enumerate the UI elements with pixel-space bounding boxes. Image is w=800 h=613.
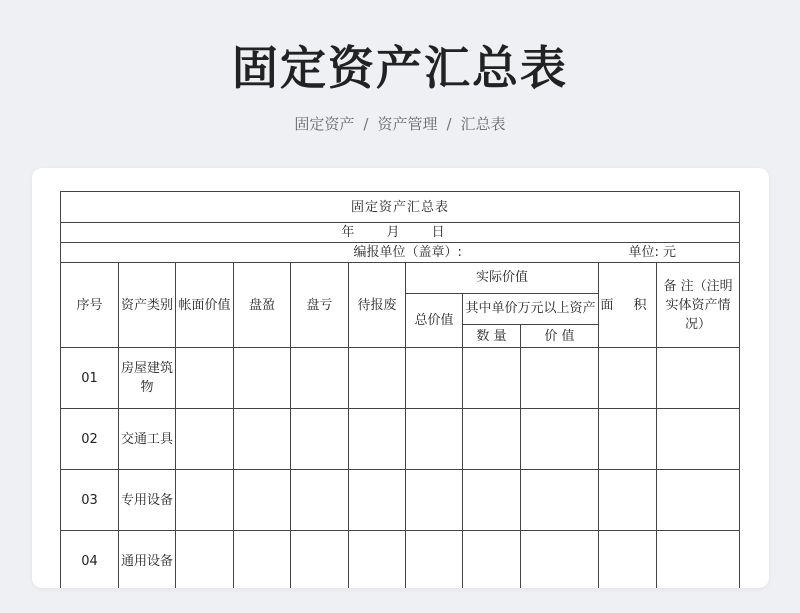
reporting-unit-label: 编报单位（盖章）: — [353, 245, 462, 260]
cell[interactable] — [349, 409, 406, 470]
cell[interactable] — [291, 409, 349, 470]
header-area: 面 积 — [599, 263, 657, 348]
header-surplus: 盘盈 — [234, 263, 291, 348]
cell[interactable] — [599, 470, 657, 531]
header-seq: 序号 — [61, 263, 119, 348]
cell[interactable] — [406, 531, 463, 589]
cell[interactable] — [234, 531, 291, 589]
cell[interactable] — [234, 348, 291, 409]
page-title: 固定资产汇总表 — [232, 41, 568, 95]
cell[interactable] — [599, 409, 657, 470]
header-remarks: 备 注（注明实体资产情况） — [657, 263, 740, 348]
row-category: 房屋建筑物 — [119, 348, 176, 409]
header-quantity: 数 量 — [463, 325, 521, 348]
cell[interactable] — [521, 470, 599, 531]
breadcrumb — [0, 113, 800, 135]
header-total-value: 总价值 — [406, 294, 463, 348]
header-loss: 盘亏 — [291, 263, 349, 348]
cell[interactable] — [657, 470, 740, 531]
cell[interactable] — [599, 531, 657, 589]
row-seq: 04 — [61, 531, 119, 589]
preview-card — [32, 168, 769, 588]
row-seq: 03 — [61, 470, 119, 531]
cell[interactable] — [234, 470, 291, 531]
breadcrumb-separator: / — [446, 115, 452, 133]
cell[interactable] — [176, 470, 234, 531]
header-value: 价 值 — [521, 325, 599, 348]
cell[interactable] — [291, 531, 349, 589]
cell[interactable] — [349, 531, 406, 589]
cell[interactable] — [349, 348, 406, 409]
cell[interactable] — [406, 348, 463, 409]
cell[interactable] — [291, 470, 349, 531]
breadcrumb-separator: / — [363, 115, 369, 133]
cell[interactable] — [521, 348, 599, 409]
asset-summary-sheet — [60, 191, 740, 588]
cell[interactable] — [657, 348, 740, 409]
cell[interactable] — [657, 409, 740, 470]
row-category: 交通工具 — [119, 409, 176, 470]
info-row — [61, 243, 740, 263]
cell[interactable] — [406, 409, 463, 470]
cell[interactable] — [657, 531, 740, 589]
currency-unit-label: 单位: 元 — [628, 245, 677, 260]
sheet-title: 固定资产汇总表 — [61, 192, 740, 223]
breadcrumb-item[interactable]: 汇总表 — [460, 115, 506, 133]
cell[interactable] — [463, 409, 521, 470]
header-pending-scrap: 待报废 — [349, 263, 406, 348]
breadcrumb-item[interactable]: 固定资产 — [294, 115, 355, 133]
cell[interactable] — [463, 348, 521, 409]
cell[interactable] — [176, 409, 234, 470]
header-actual-value: 实际价值 — [406, 263, 599, 294]
header-book-value: 帐面价值 — [176, 263, 234, 348]
row-seq: 02 — [61, 409, 119, 470]
cell[interactable] — [463, 470, 521, 531]
row-seq: 01 — [61, 348, 119, 409]
cell[interactable] — [176, 348, 234, 409]
row-category: 通用设备 — [119, 531, 176, 589]
cell[interactable] — [349, 470, 406, 531]
cell[interactable] — [291, 348, 349, 409]
cell[interactable] — [406, 470, 463, 531]
cell[interactable] — [521, 409, 599, 470]
row-category: 专用设备 — [119, 470, 176, 531]
cell[interactable] — [463, 531, 521, 589]
breadcrumb-item[interactable]: 资产管理 — [377, 115, 438, 133]
cell[interactable] — [599, 348, 657, 409]
header-above-10k: 其中单价万元以上资产 — [463, 294, 599, 325]
cell[interactable] — [176, 531, 234, 589]
cell[interactable] — [521, 531, 599, 589]
cell[interactable] — [234, 409, 291, 470]
date-line: 年 月 日 — [61, 223, 740, 243]
header-category: 资产类别 — [119, 263, 176, 348]
